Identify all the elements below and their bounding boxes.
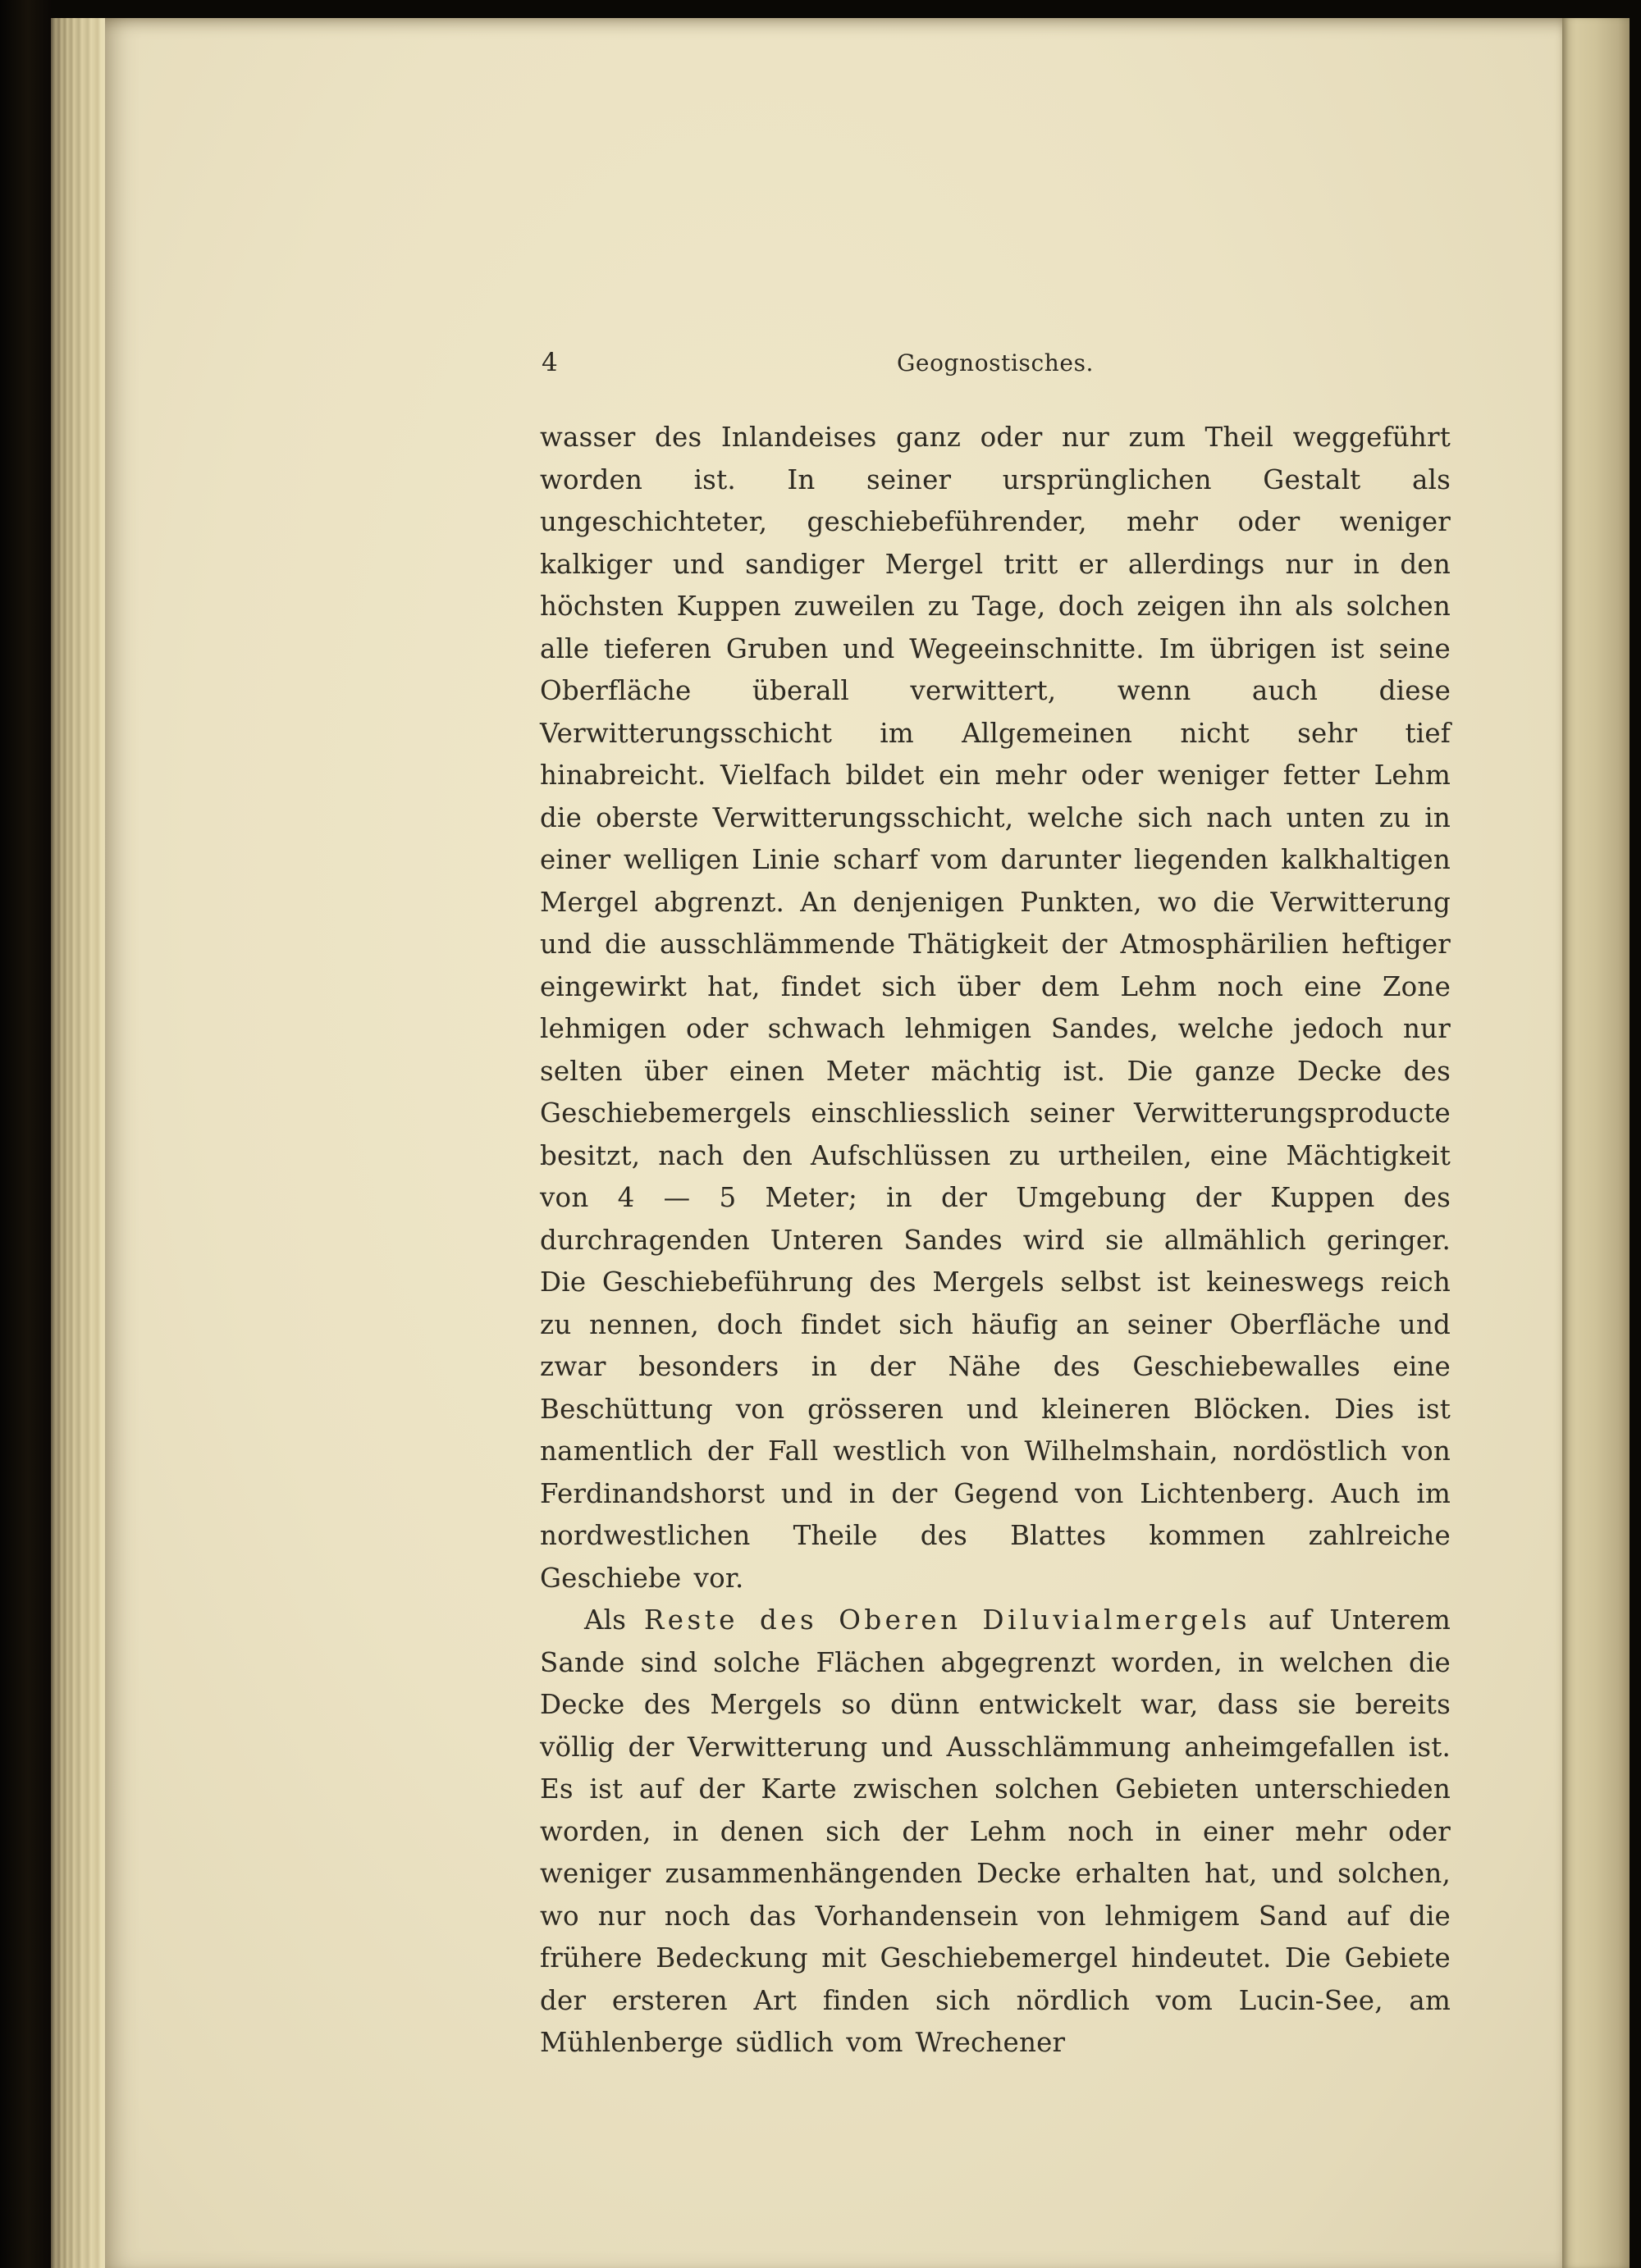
paragraph-1: wasser des Inlandeises ganz oder nur zum Theil weggeführt worden ist. In seiner ursprünglichen Gestalt als ungeschichteter, geschiebeführender, mehr oder weniger kalkiger und sandiger Mergel tritt er allerdings nur in den höchsten Kuppen zuweilen zu Tage, doch zeigen ihn als solchen alle tieferen Gruben und Wegeeinschnitte. Im übrigen ist seine Oberfläche überall verwittert, wenn auch diese Verwitterungsschicht im Allgemeinen nicht sehr tief hinabreicht. Vielfach bildet ein mehr oder weniger fetter Lehm die oberste Verwitterungsschicht, welche sich nach unten zu in einer welligen Linie scharf vom darunter liegenden kalkhaltigen Mergel abgrenzt. An denjenigen Punkten, wo die Verwitterung und die ausschlämmende Thätigkeit der Atmosphärilien heftiger eingewirkt hat, findet sich über dem Lehm noch eine Zone lehmigen oder schwach lehmigen Sandes, welche jedoch nur selten über einen Meter mächtig ist. Die ganze Decke des Geschiebemergels einschliesslich seiner Verwitterungsproducte besitzt, nach den Aufschlüssen zu urtheilen, eine Mächtigkeit von 4 — 5 Meter; in der Umgebung der Kuppen des durchragenden Unteren Sandes wird sie allmählich geringer. Die Geschiebeführung des Mergels selbst ist keineswegs reich zu nennen, doch findet sich häufig an seiner Oberfläche und zwar besonders in der Nähe des Geschiebewalles eine Beschüttung von grösseren und kleineren Blöcken. Dies ist namentlich der Fall westlich von Wilhelmshain, nordöstlich von Ferdinandshorst und in der Gegend von Lichtenberg. Auch im nordwestlichen Theile des Blattes kommen zahlreiche Geschiebe vor. (540, 422, 1451, 1594)
book-cover (0, 0, 51, 2268)
page-number: 4 (542, 348, 558, 377)
right-black-edge (1630, 0, 1641, 2268)
running-header: Geognostisches. (896, 349, 1095, 376)
paragraph-2-rest: auf Unterem Sande sind solche Flächen abgegrenzt worden, in welchen die Decke des Mergels so dünn entwickelt war, dass sie bereits völlig der Verwitterung und Ausschlämmung anheimgefallen ist. Es ist auf der Karte zwischen solchen Gebieten unterschieden worden, in denen sich der Lehm noch in einer mehr oder weniger zusammenhängenden Decke erhalten hat, und solchen, wo nur noch das Vorhandensein von lehmigem Sand auf die frühere Bedeckung mit Geschiebemergel hindeutet. Die Gebiete der ersteren Art finden sich nördlich vom Lucin-See, am Mühlenberge südlich vom Wrechener (540, 1604, 1451, 2058)
text-block (540, 346, 1451, 2065)
page-header (540, 346, 1451, 384)
paragraph-2-lead: Als (584, 1604, 644, 1636)
spaced-emphasis: Reste des Oberen Diluvialmergels (643, 1604, 1251, 1636)
body-text (540, 417, 1451, 2065)
paragraph-2 (540, 1599, 1451, 2065)
page-edge-stack (51, 18, 105, 2268)
book-page (105, 18, 1562, 2268)
next-page-edge (1562, 18, 1630, 2268)
